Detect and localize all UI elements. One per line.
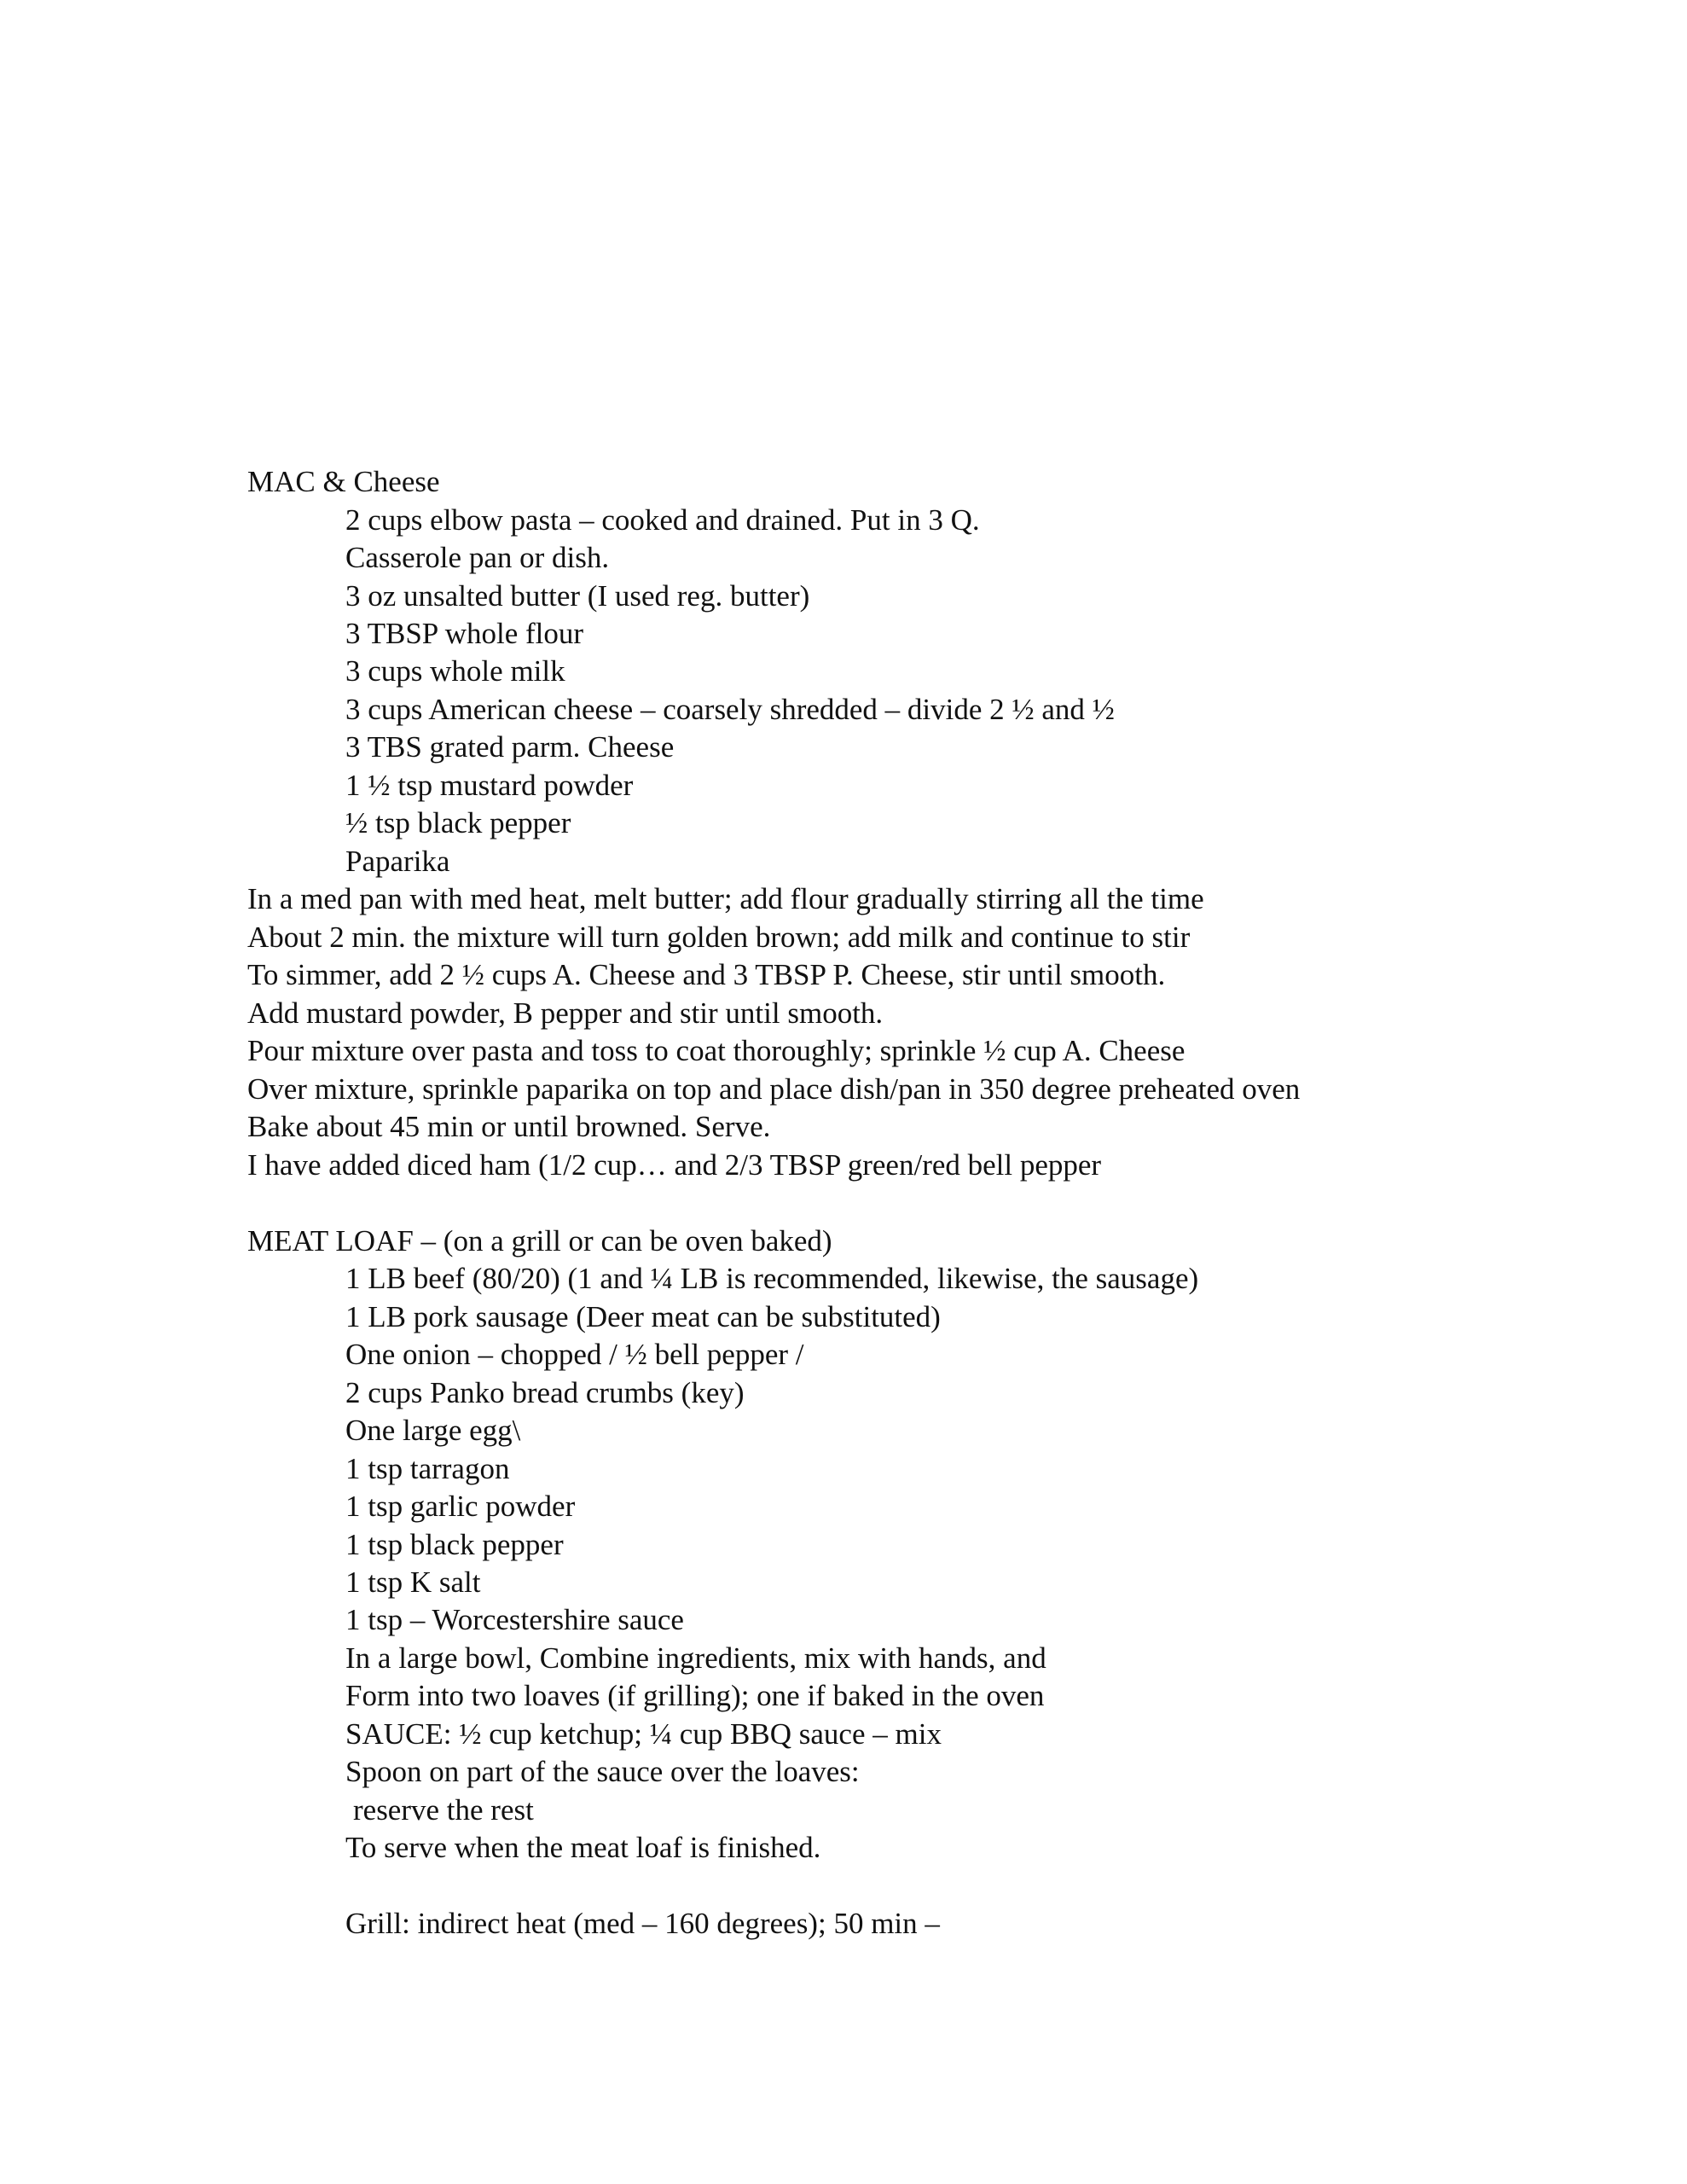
recipe-line: 2 cups Panko bread crumbs (key)	[345, 1376, 745, 1409]
ingredient-line: 1 ½ tsp mustard powder	[345, 769, 634, 802]
recipe-title: MEAT LOAF – (on a grill or can be oven baked)	[247, 1224, 832, 1258]
recipe-line: One onion – chopped / ½ bell pepper /	[345, 1338, 804, 1371]
recipe-line: 1 tsp black pepper	[345, 1528, 564, 1561]
direction-line: Pour mixture over pasta and toss to coat thoroughly; sprinkle ½ cup A. Cheese	[247, 1034, 1186, 1067]
direction-line: I have added diced ham (1/2 cup… and 2/3 TBSP green/red bell pepper	[247, 1148, 1102, 1182]
ingredient-line: Paparika	[345, 845, 450, 878]
ingredient-line: 3 cups whole milk	[345, 654, 565, 688]
recipe-line: Form into two loaves (if grilling); one if baked in the oven	[345, 1679, 1045, 1712]
grill-note: Grill: indirect heat (med – 160 degrees); 50 min –	[345, 1907, 940, 1940]
recipe-line: To serve when the meat loaf is finished.	[345, 1831, 821, 1864]
recipe-line: 1 tsp K salt	[345, 1565, 481, 1599]
recipe-line: One large egg\	[345, 1414, 521, 1447]
direction-line: Over mixture, sprinkle paparika on top and place dish/pan in 350 degree preheated oven	[247, 1072, 1301, 1106]
direction-line: Bake about 45 min or until browned. Serve.	[247, 1110, 771, 1143]
ingredient-line: 3 oz unsalted butter (I used reg. butter)	[345, 579, 810, 613]
recipe-line: Spoon on part of the sauce over the loaves:	[345, 1755, 860, 1788]
recipe-line: 1 tsp tarragon	[345, 1452, 510, 1485]
recipe-line: 1 tsp garlic powder	[345, 1490, 576, 1523]
ingredient-line: 2 cups elbow pasta – cooked and drained. Put in 3 Q.	[345, 503, 980, 537]
direction-line: To simmer, add 2 ½ cups A. Cheese and 3 TBSP P. Cheese, stir until smooth.	[247, 958, 1166, 991]
recipe-line: 1 LB pork sausage (Deer meat can be substituted)	[345, 1300, 941, 1333]
direction-line: Add mustard powder, B pepper and stir until smooth.	[247, 996, 884, 1030]
recipe-line: reserve the rest	[353, 1793, 534, 1827]
ingredient-line: 3 TBSP whole flour	[345, 617, 584, 650]
ingredient-line: 3 TBS grated parm. Cheese	[345, 730, 675, 764]
direction-line: In a med pan with med heat, melt butter; add flour gradually stirring all the time	[247, 882, 1204, 915]
ingredient-line: ½ tsp black pepper	[345, 806, 571, 839]
recipe-line: SAUCE: ½ cup ketchup; ¼ cup BBQ sauce – mix	[345, 1717, 942, 1751]
ingredient-line: Casserole pan or dish.	[345, 541, 610, 574]
direction-line: About 2 min. the mixture will turn golden brown; add milk and continue to stir	[247, 921, 1191, 954]
ingredient-line: 3 cups American cheese – coarsely shredded – divide 2 ½ and ½	[345, 693, 1115, 726]
recipe-line: 1 tsp – Worcestershire sauce	[345, 1603, 684, 1636]
recipe-line: 1 LB beef (80/20) (1 and ¼ LB is recommended, likewise, the sausage)	[345, 1262, 1199, 1295]
recipe-line: In a large bowl, Combine ingredients, mix with hands, and	[345, 1641, 1046, 1675]
recipe-title: MAC & Cheese	[247, 465, 440, 498]
